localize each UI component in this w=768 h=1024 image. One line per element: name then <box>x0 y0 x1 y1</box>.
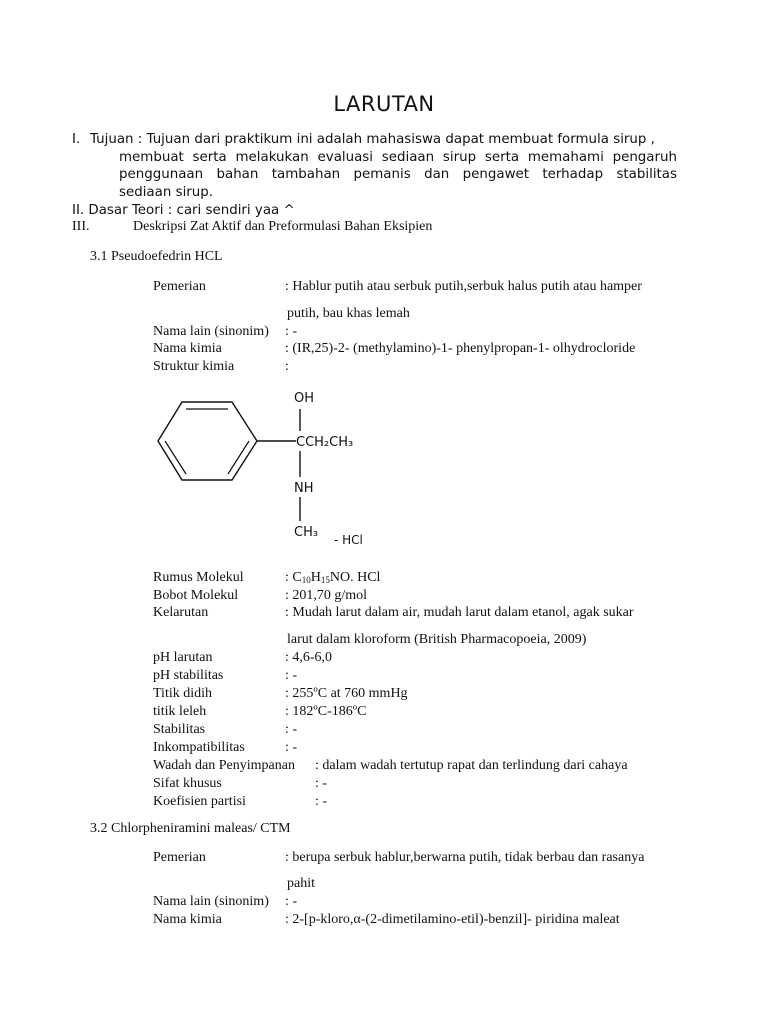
chemical-structure-diagram <box>150 385 390 555</box>
document-title: LARUTAN <box>333 92 435 116</box>
hcl-label: - HCl <box>334 533 363 547</box>
pseudo-rumus-label: Rumus Molekul <box>153 570 244 585</box>
benzene-ring <box>158 402 257 480</box>
oh-label: OH <box>294 391 315 406</box>
pseudo-ph-larutan-value: : 4,6-6,0 <box>285 650 333 665</box>
ctm-nama-lain-label: Nama lain (sinonim) <box>153 894 269 909</box>
ctm-pemerian-value-cont: pahit <box>287 876 315 891</box>
chain-label: CCH₂CH₃ <box>296 435 354 450</box>
pseudo-wadah-label: Wadah dan Penyimpanan <box>153 758 295 773</box>
pseudo-inkompatibilitas-value: : - <box>285 740 298 755</box>
pseudo-nama-kimia-value: : (IR,25)-2- (methylamino)-1- phenylpropan-1- olhydrocloride <box>285 341 636 356</box>
tujuan-number: I. <box>72 132 81 147</box>
pseudo-ph-stabilitas-label: pH stabilitas <box>153 668 224 683</box>
pseudo-stabilitas-value: : - <box>285 722 298 737</box>
pseudo-inkompatibilitas-label: Inkompatibilitas <box>153 740 245 755</box>
ctm-nama-kimia-value: : 2-[p-kloro,α-(2-dimetilamino-etil)-benzil]- piridina maleat <box>285 912 620 927</box>
pseudo-ph-stabilitas-value: : - <box>285 668 298 683</box>
tujuan-line-4: sediaan sirup. <box>119 185 214 200</box>
pseudo-koefisien-value: : - <box>315 794 328 809</box>
nh-label: NH <box>294 481 314 496</box>
pseudo-bobot-label: Bobot Molekul <box>153 588 239 603</box>
pseudo-ph-larutan-label: pH larutan <box>153 650 213 665</box>
pseudo-heading: 3.1 Pseudoefedrin HCL <box>90 249 223 264</box>
tujuan-line-2: membuat serta melakukan evaluasi sediaan sirup serta memahami pengaruh <box>119 150 677 165</box>
section-3-number: III. <box>72 219 90 234</box>
pseudo-titik-leleh-label: titik leleh <box>153 704 207 719</box>
pseudo-sifat-label: Sifat khusus <box>153 776 222 791</box>
pseudo-bobot-value: : 201,70 g/mol <box>285 588 368 603</box>
dasar-teori: II. Dasar Teori : cari sendiri yaa ^ <box>72 203 295 218</box>
pseudo-titik-didih-label: Titik didih <box>153 686 213 701</box>
ctm-pemerian-label: Pemerian <box>153 850 206 865</box>
tujuan-line-3: penggunaan bahan tambahan pemanis dan pengawet terhadap stabilitas <box>119 167 677 182</box>
ctm-nama-lain-value: : - <box>285 894 298 909</box>
pseudo-struktur-label: Struktur kimia <box>153 359 235 374</box>
tujuan-line-1: Tujuan : Tujuan dari praktikum ini adalah mahasiswa dapat membuat formula sirup , <box>90 132 655 147</box>
pseudo-kelarutan-value-cont: larut dalam kloroform (British Pharmacopoeia, 2009) <box>287 632 587 647</box>
pseudo-stabilitas-label: Stabilitas <box>153 722 206 737</box>
ctm-nama-kimia-label: Nama kimia <box>153 912 222 927</box>
pseudo-pemerian-value-cont: putih, bau khas lemah <box>287 306 410 321</box>
pseudo-kelarutan-value: : Mudah larut dalam air, mudah larut dalam etanol, agak sukar <box>285 605 634 620</box>
pseudo-rumus-value: : $C_{10}H_{15}NO$. HCl <box>285 570 381 585</box>
pseudo-titik-leleh-value: : 182ºC-186ºC <box>285 704 367 719</box>
pseudo-titik-didih-value: : 255ºC at 760 mmHg <box>285 686 408 701</box>
ch3-label: CH₃ <box>294 525 319 540</box>
pseudo-pemerian-value: : Hablur putih atau serbuk putih,serbuk halus putih atau hamper <box>285 279 642 294</box>
section-3-title: Deskripsi Zat Aktif dan Preformulasi Bahan Eksipien <box>133 219 433 234</box>
pseudo-nama-lain-label: Nama lain (sinonim) <box>153 324 269 339</box>
pseudo-nama-kimia-label: Nama kimia <box>153 341 222 356</box>
pseudo-struktur-value: : <box>285 359 289 374</box>
pseudo-wadah-value: : dalam wadah tertutup rapat dan terlindung dari cahaya <box>315 758 628 773</box>
pseudo-nama-lain-value: : - <box>285 324 298 339</box>
pseudo-koefisien-label: Koefisien partisi <box>153 794 246 809</box>
pseudo-pemerian-label: Pemerian <box>153 279 206 294</box>
pseudo-kelarutan-label: Kelarutan <box>153 605 209 620</box>
ctm-heading: 3.2 Chlorpheniramini maleas/ CTM <box>90 821 291 836</box>
pseudo-sifat-value: : - <box>315 776 328 791</box>
ctm-pemerian-value: : berupa serbuk hablur,berwarna putih, tidak berbau dan rasanya <box>285 850 645 865</box>
